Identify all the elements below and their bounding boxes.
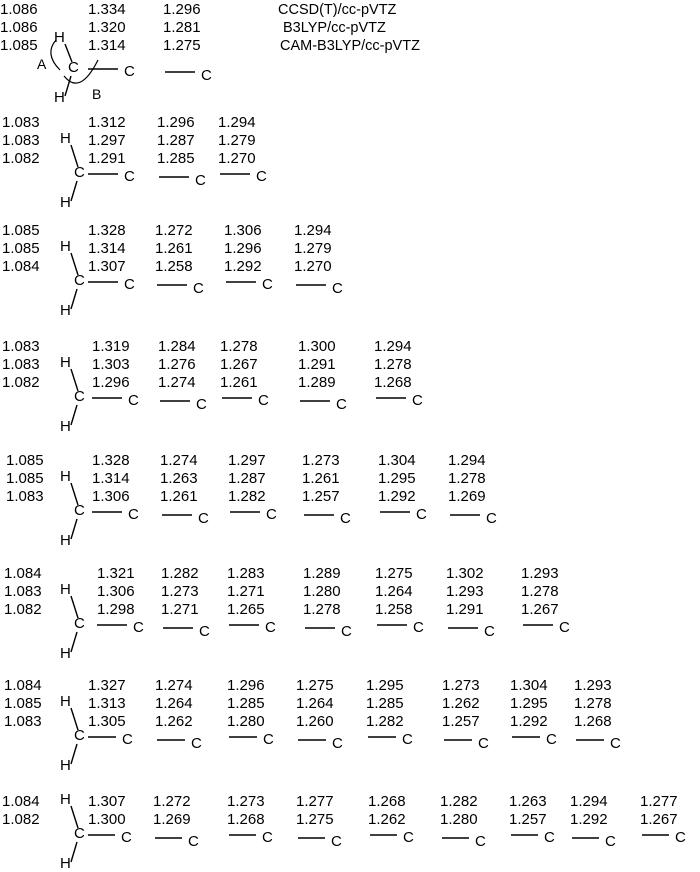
ch-bond-line	[71, 289, 77, 309]
carbon-atom: C	[484, 623, 495, 640]
hydrogen-atom: H	[54, 29, 65, 46]
carbon-atom: C	[262, 276, 273, 293]
cc-bond-length: 1.275	[296, 811, 334, 828]
cc-bond-length: 1.261	[155, 240, 193, 257]
cc-bond-length: 1.294	[218, 114, 256, 131]
carbon-atom: C	[336, 396, 347, 413]
carbon-atom: C	[486, 510, 497, 527]
cc-bond-length: 1.276	[158, 356, 196, 373]
cc-bond-length: 1.295	[510, 695, 548, 712]
cc-bond-length: 1.294	[294, 222, 332, 239]
cc-bond-length: 1.293	[574, 677, 612, 694]
ch-bond-length: 1.084	[2, 258, 40, 275]
cc-bond-length: 1.291	[298, 356, 336, 373]
cc-bond-length: 1.273	[442, 677, 480, 694]
cc-bond-length: 1.283	[227, 565, 265, 582]
cc-bond-length: 1.302	[446, 565, 484, 582]
ch-bond-length: 1.083	[2, 114, 40, 131]
carbon-atom: C	[475, 833, 486, 850]
cc-bond-length: 1.289	[298, 374, 336, 391]
ch-bond-line	[71, 632, 77, 652]
cc-bond-length: 1.295	[378, 470, 416, 487]
cc-bond-length: 1.312	[88, 114, 126, 131]
cc-bond-length: 1.298	[97, 601, 135, 618]
cc-bond-length: 1.274	[160, 452, 198, 469]
cc-bond-length: 1.270	[294, 258, 332, 275]
carbon-atom: C	[605, 833, 616, 850]
ch-bond-length: 1.083	[2, 338, 40, 355]
cc-bond-length: 1.267	[640, 811, 678, 828]
cc-bond-length: 1.269	[448, 488, 486, 505]
ch-bond-line	[71, 519, 77, 539]
cc-bond-length: 1.285	[366, 695, 404, 712]
cc-bond-length: 1.271	[161, 601, 199, 618]
ch-bond-length: 1.086	[0, 1, 38, 18]
carbon-atom: C	[195, 172, 206, 189]
cc-bond-length: 1.296	[227, 677, 265, 694]
hydrogen-atom: H	[60, 302, 71, 319]
carbon-atom: C	[193, 280, 204, 297]
cc-bond-length: 1.314	[88, 37, 126, 54]
carbon-atom: C	[332, 280, 343, 297]
cc-bond-length: 1.304	[510, 677, 548, 694]
carbon-atom: C	[74, 727, 85, 744]
cc-bond-length: 1.285	[157, 150, 195, 167]
carbon-atom: C	[68, 59, 79, 76]
cc-bond-length: 1.289	[303, 565, 341, 582]
carbon-atom: C	[675, 829, 686, 846]
ch-bond-length: 1.083	[6, 488, 44, 505]
cc-bond-length: 1.281	[163, 19, 201, 36]
ch-bond-length: 1.083	[2, 132, 40, 149]
cc-bond-length: 1.304	[378, 452, 416, 469]
carbon-atom: C	[122, 731, 133, 748]
cc-bond-length: 1.292	[570, 811, 608, 828]
carbon-atom: C	[412, 392, 423, 409]
cc-bond-length: 1.292	[224, 258, 262, 275]
cc-bond-length: 1.268	[374, 374, 412, 391]
cc-bond-length: 1.264	[375, 583, 413, 600]
carbon-atom: C	[416, 506, 427, 523]
cc-bond-length: 1.292	[510, 713, 548, 730]
ch-bond-length: 1.082	[4, 601, 42, 618]
hydrogen-atom: H	[60, 418, 71, 435]
cc-bond-length: 1.262	[368, 811, 406, 828]
ch-bond-length: 1.085	[2, 222, 40, 239]
angle-label-b: B	[92, 86, 102, 102]
cc-bond-length: 1.306	[97, 583, 135, 600]
cc-bond-length: 1.282	[161, 565, 199, 582]
cc-bond-length: 1.267	[220, 356, 258, 373]
cc-bond-length: 1.274	[158, 374, 196, 391]
carbon-atom: C	[196, 396, 207, 413]
carbon-atom: C	[341, 623, 352, 640]
ch-bond-length: 1.085	[6, 470, 44, 487]
ch-bond-length: 1.083	[4, 713, 42, 730]
cc-bond-length: 1.258	[375, 601, 413, 618]
cc-bond-length: 1.297	[228, 452, 266, 469]
cc-bond-length: 1.280	[227, 713, 265, 730]
cc-bond-length: 1.278	[448, 470, 486, 487]
ch-bond-length: 1.084	[4, 677, 42, 694]
carbon-atom: C	[74, 615, 85, 632]
cc-bond-length: 1.319	[92, 338, 130, 355]
carbon-atom: C	[201, 67, 212, 84]
cc-bond-length: 1.273	[161, 583, 199, 600]
ch-bond-line	[71, 181, 77, 201]
cc-bond-length: 1.278	[303, 601, 341, 618]
cc-bond-length: 1.257	[302, 488, 340, 505]
cc-bond-length: 1.321	[97, 565, 135, 582]
cc-bond-length: 1.271	[227, 583, 265, 600]
ch-bond-line	[71, 405, 77, 425]
cc-bond-length: 1.263	[509, 793, 547, 810]
legend-b3lyp: B3LYP/cc-pVTZ	[283, 20, 386, 36]
carbon-atom: C	[256, 168, 267, 185]
cc-bond-length: 1.280	[303, 583, 341, 600]
cc-bond-length: 1.282	[366, 713, 404, 730]
carbon-atom: C	[331, 833, 342, 850]
cc-bond-length: 1.293	[446, 583, 484, 600]
cc-bond-length: 1.303	[92, 356, 130, 373]
hydrogen-atom: H	[60, 757, 71, 774]
cc-bond-length: 1.257	[442, 713, 480, 730]
ch-bond-length: 1.085	[6, 452, 44, 469]
cc-bond-length: 1.265	[227, 601, 265, 618]
cc-bond-length: 1.293	[521, 565, 559, 582]
cc-bond-length: 1.294	[448, 452, 486, 469]
carbon-atom: C	[610, 735, 621, 752]
cc-bond-length: 1.291	[88, 150, 126, 167]
cc-bond-length: 1.278	[220, 338, 258, 355]
carbon-atom: C	[266, 506, 277, 523]
carbon-atom: C	[198, 510, 209, 527]
cc-bond-length: 1.296	[157, 114, 195, 131]
carbon-atom: C	[546, 731, 557, 748]
cc-bond-length: 1.269	[153, 811, 191, 828]
hydrogen-atom: H	[60, 532, 71, 549]
cc-bond-length: 1.272	[153, 793, 191, 810]
cc-bond-length: 1.264	[296, 695, 334, 712]
cc-bond-length: 1.295	[366, 677, 404, 694]
cc-bond-length: 1.273	[227, 793, 265, 810]
carbon-atom: C	[559, 619, 570, 636]
carbon-atom: C	[124, 63, 135, 80]
cc-bond-length: 1.284	[158, 338, 196, 355]
cc-bond-length: 1.274	[155, 677, 193, 694]
cc-bond-length: 1.261	[302, 470, 340, 487]
carbon-atom: C	[263, 731, 274, 748]
cc-bond-length: 1.314	[88, 240, 126, 257]
cc-bond-length: 1.300	[298, 338, 336, 355]
hydrogen-atom: H	[60, 791, 71, 808]
cc-bond-length: 1.275	[163, 37, 201, 54]
hydrogen-atom: H	[60, 855, 71, 872]
cc-bond-length: 1.305	[88, 713, 126, 730]
hydrogen-atom: H	[60, 581, 71, 598]
cc-bond-length: 1.278	[521, 583, 559, 600]
carbon-atom: C	[191, 735, 202, 752]
carbon-atom: C	[340, 510, 351, 527]
cc-bond-length: 1.260	[296, 713, 334, 730]
carbon-atom: C	[258, 392, 269, 409]
cc-bond-length: 1.294	[570, 793, 608, 810]
carbon-atom: C	[133, 619, 144, 636]
cc-bond-length: 1.279	[294, 240, 332, 257]
cc-bond-length: 1.292	[378, 488, 416, 505]
carbon-atom: C	[413, 619, 424, 636]
ch-bond-line	[71, 744, 77, 764]
ch-bond-length: 1.082	[2, 150, 40, 167]
cc-bond-length: 1.327	[88, 677, 126, 694]
carbon-atom: C	[74, 825, 85, 842]
carbon-atom: C	[402, 731, 413, 748]
cc-bond-length: 1.306	[224, 222, 262, 239]
ch-bond-length: 1.082	[2, 811, 40, 828]
carbon-atom: C	[478, 735, 489, 752]
carbon-atom: C	[74, 272, 85, 289]
cc-bond-length: 1.258	[155, 258, 193, 275]
cc-bond-length: 1.261	[160, 488, 198, 505]
cc-bond-length: 1.277	[296, 793, 334, 810]
carbon-atom: C	[124, 168, 135, 185]
cc-bond-length: 1.263	[160, 470, 198, 487]
angle-label-a: A	[37, 56, 47, 72]
cc-bond-length: 1.268	[368, 793, 406, 810]
cc-bond-length: 1.262	[155, 713, 193, 730]
hydrogen-atom: H	[60, 468, 71, 485]
ch-bond-length: 1.086	[0, 19, 38, 36]
hydrogen-atom: H	[60, 238, 71, 255]
hydrogen-atom: H	[60, 693, 71, 710]
hydrogen-atom: H	[60, 130, 71, 147]
cc-bond-length: 1.270	[218, 150, 256, 167]
cc-bond-length: 1.297	[88, 132, 126, 149]
carbon-atom: C	[199, 623, 210, 640]
cc-bond-length: 1.294	[374, 338, 412, 355]
ch-bond-length: 1.084	[2, 793, 40, 810]
cc-bond-length: 1.285	[227, 695, 265, 712]
legend-cam-b3lyp: CAM-B3LYP/cc-pVTZ	[280, 38, 420, 54]
ch-bond-line	[71, 842, 77, 862]
carbon-atom: C	[74, 388, 85, 405]
cc-bond-length: 1.261	[220, 374, 258, 391]
cc-bond-length: 1.334	[88, 1, 126, 18]
carbon-atom: C	[332, 735, 343, 752]
cc-bond-length: 1.279	[218, 132, 256, 149]
carbon-atom: C	[128, 392, 139, 409]
cc-bond-length: 1.320	[88, 19, 126, 36]
cc-bond-length: 1.282	[440, 793, 478, 810]
cc-bond-length: 1.262	[442, 695, 480, 712]
cc-bond-length: 1.275	[375, 565, 413, 582]
cc-bond-length: 1.287	[157, 132, 195, 149]
carbon-atom: C	[74, 164, 85, 181]
cc-bond-length: 1.275	[296, 677, 334, 694]
carbon-atom: C	[262, 829, 273, 846]
ch-bond-length: 1.085	[2, 240, 40, 257]
cc-bond-length: 1.280	[440, 811, 478, 828]
carbon-atom: C	[265, 619, 276, 636]
carbon-atom: C	[544, 829, 555, 846]
legend-ccsdt: CCSD(T)/cc-pVTZ	[278, 2, 397, 18]
ch-bond-length: 1.084	[4, 565, 42, 582]
ch-bond-length: 1.083	[2, 356, 40, 373]
cc-bond-length: 1.277	[640, 793, 678, 810]
cc-bond-length: 1.306	[92, 488, 130, 505]
ch-bond-length: 1.085	[0, 37, 38, 54]
cc-bond-length: 1.296	[163, 1, 201, 18]
cc-bond-length: 1.328	[88, 222, 126, 239]
cc-bond-length: 1.296	[92, 374, 130, 391]
hydrogen-atom: H	[54, 89, 65, 106]
ch-bond-length: 1.083	[4, 583, 42, 600]
carbon-atom: C	[128, 506, 139, 523]
cc-bond-length: 1.273	[302, 452, 340, 469]
cc-bond-length: 1.291	[446, 601, 484, 618]
cc-bond-length: 1.314	[92, 470, 130, 487]
cc-bond-length: 1.267	[521, 601, 559, 618]
cc-bond-length: 1.300	[88, 811, 126, 828]
cc-bond-length: 1.268	[227, 811, 265, 828]
cc-bond-length: 1.287	[228, 470, 266, 487]
cc-bond-length: 1.272	[155, 222, 193, 239]
cc-bond-length: 1.307	[88, 258, 126, 275]
carbon-atom: C	[124, 276, 135, 293]
cc-bond-length: 1.278	[374, 356, 412, 373]
carbon-atom: C	[121, 829, 132, 846]
hydrogen-atom: H	[60, 645, 71, 662]
cc-bond-length: 1.313	[88, 695, 126, 712]
carbon-atom: C	[188, 833, 199, 850]
cc-bond-length: 1.328	[92, 452, 130, 469]
ch-bond-length: 1.082	[2, 374, 40, 391]
cc-bond-length: 1.307	[88, 793, 126, 810]
cc-bond-length: 1.264	[155, 695, 193, 712]
cc-bond-length: 1.278	[574, 695, 612, 712]
carbon-atom: C	[403, 829, 414, 846]
hydrogen-atom: H	[60, 354, 71, 371]
carbon-atom: C	[74, 502, 85, 519]
ch-bond-length: 1.085	[4, 695, 42, 712]
cc-bond-length: 1.268	[574, 713, 612, 730]
cc-bond-length: 1.282	[228, 488, 266, 505]
cc-bond-length: 1.296	[224, 240, 262, 257]
hydrogen-atom: H	[60, 194, 71, 211]
cc-bond-length: 1.257	[509, 811, 547, 828]
